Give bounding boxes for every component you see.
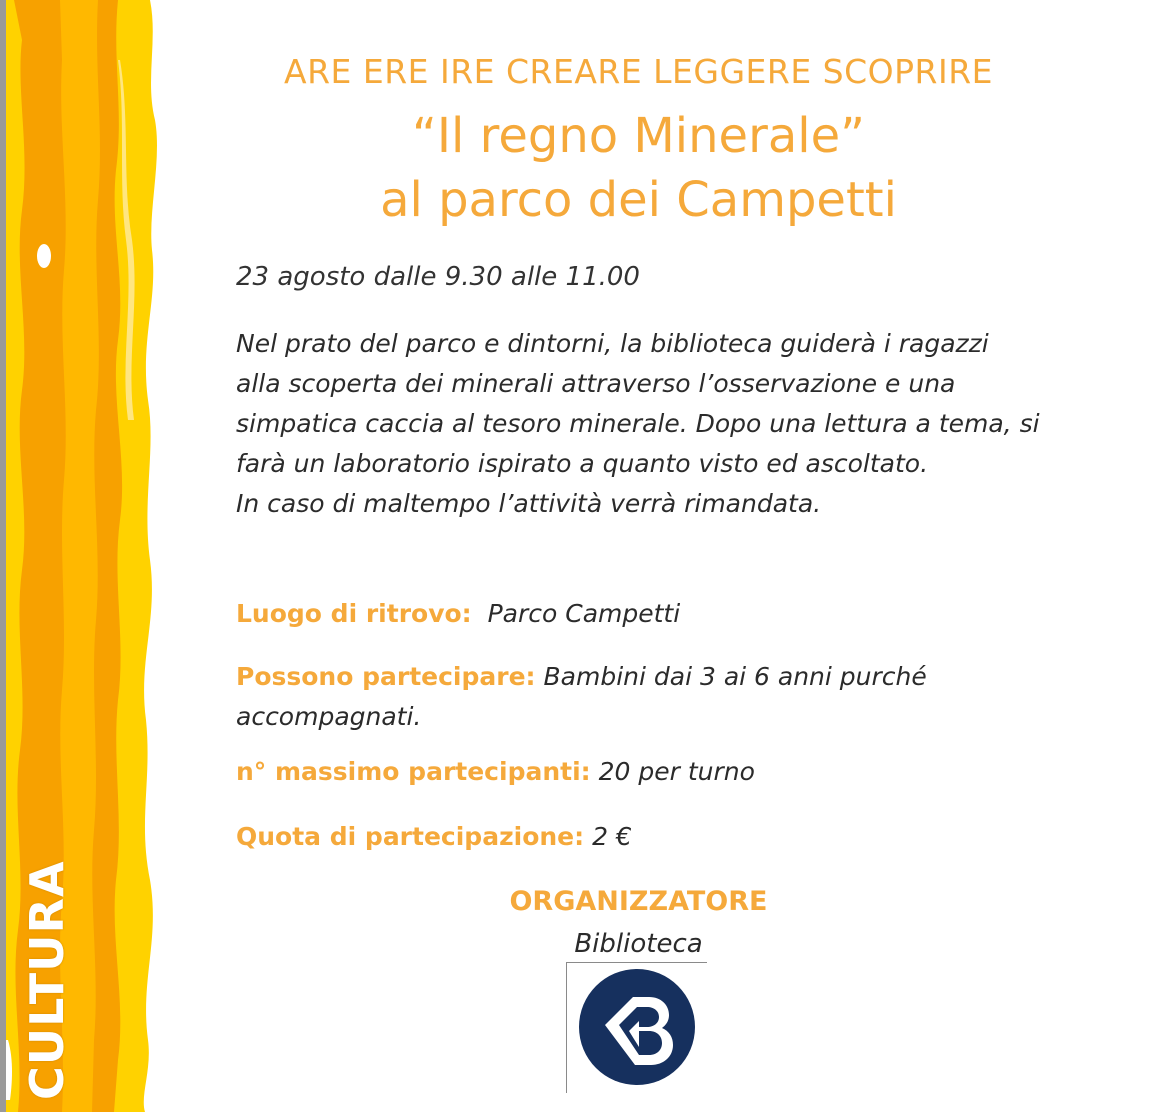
event-date-time: 23 agosto dalle 9.30 alle 11.00	[236, 262, 640, 292]
category-label: CULTURA	[20, 860, 74, 1100]
fee-value: 2 €	[592, 822, 632, 851]
library-b-logo-icon	[577, 967, 697, 1087]
max-participants-row	[236, 752, 1041, 792]
fee-row	[236, 817, 1041, 857]
max-participants-value: 20 per turno	[598, 757, 755, 786]
participants-value: Bambini dai 3 ai 6 anni purché accompagnati.	[236, 662, 927, 731]
library-logo	[566, 962, 707, 1093]
organizer-name: Biblioteca	[574, 929, 703, 959]
description-paragraph: Nel prato del parco e dintorni, la biblioteca guiderà i ragazzi alla scoperta dei minerali attraverso l’osservazione e una simpatica caccia al tesoro minerale. Dopo una lettura a tema, si farà un laboratorio ispirato a quanto visto ed ascoltato.	[236, 329, 1040, 478]
weather-note: In caso di maltempo l’attività verrà rimandata.	[236, 489, 822, 518]
event-description	[236, 324, 1041, 524]
meeting-point-label: Luogo di ritrovo:	[236, 599, 472, 628]
meeting-point-row	[236, 594, 1041, 634]
event-title	[236, 104, 1041, 232]
event-title-line-2: al parco dei Campetti	[380, 172, 897, 228]
program-kicker: ARE ERE IRE CREARE LEGGERE SCOPRIRE	[284, 52, 993, 91]
event-title-line-1: “Il regno Minerale”	[412, 108, 865, 164]
max-participants-label: n° massimo partecipanti:	[236, 757, 591, 786]
meeting-point-value: Parco Campetti	[487, 599, 681, 628]
fee-label: Quota di partecipazione:	[236, 822, 585, 851]
participants-label: Possono partecipare:	[236, 662, 536, 691]
organizer-heading: ORGANIZZATORE	[509, 886, 768, 917]
participants-row	[236, 657, 1041, 737]
